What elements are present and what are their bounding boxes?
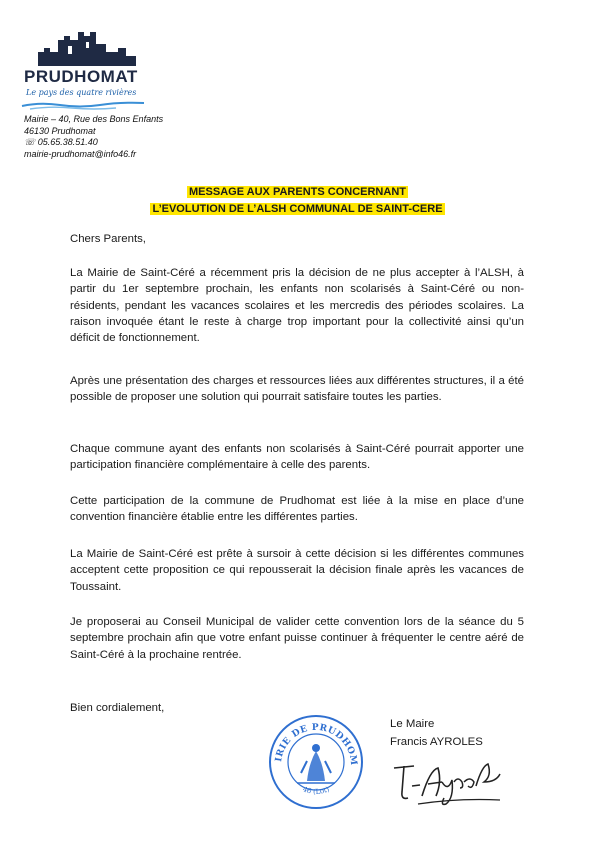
paragraph: Je proposerai au Conseil Municipal de valider cette convention lors de la séance du 5 septembre prochain afin que votre enfant puisse continuer à fréquenter le centre aéré de Saint-Céré à la prochaine rentrée.	[70, 616, 524, 661]
seal-top-text: IRIE DE PRUDHOM	[274, 722, 359, 767]
signer-role: Le Maire	[390, 718, 435, 730]
mairie-seal	[267, 713, 365, 811]
seal-icon	[267, 713, 365, 811]
signer-block	[390, 715, 483, 751]
address-block	[24, 114, 163, 160]
phone-line: ☏ 05.65.38.51.40	[24, 137, 98, 148]
paragraph: Chaque commune ayant des enfants non scolarisés à Saint-Céré pourrait apporter une participation financière complémentaire à celle des parents.	[70, 443, 524, 472]
handwritten-signature	[388, 752, 508, 812]
title-line-2: L’EVOLUTION DE L’ALSH COMMUNAL DE SAINT-CERE	[152, 203, 443, 215]
logo-name: PRUDHOMAT	[24, 67, 138, 86]
signature-icon	[388, 752, 508, 812]
address-line: Mairie – 40, Rue des Bons Enfants	[24, 114, 164, 124]
address-line: 46130 Prudhomat	[24, 125, 96, 136]
seal-bottom-text: 46 (Lot)	[301, 785, 331, 797]
svg-text:46 (Lot)	[302, 785, 331, 796]
paragraph: La Mairie de Saint-Céré est prête à sursoir à cette décision si les différentes communes acceptent cette proposition ce qui repousserait la décision finale après les vacances de Toussaint.	[70, 548, 524, 593]
title-line-1: MESSAGE AUX PARENTS CONCERNANT	[189, 186, 406, 198]
prudhomat-logo	[20, 22, 150, 110]
logo-tagline: Le pays des quatre rivières	[26, 88, 137, 97]
email-line: mairie-prudhomat@info46.fr	[24, 148, 137, 159]
paragraph: La Mairie de Saint-Céré a récemment pris la décision de ne plus accepter à l’ALSH, à partir du 1er septembre prochain, les enfants non scolarisés à Saint-Céré ou non-résidents, pendant les vacances scolaires et les mercredis des périodes scolaires. La raison invoquée étant le reste à charge trop important pour la collectivité ainsi qu’un déficit de fonctionnement.	[70, 267, 524, 345]
salutation: Chers Parents,	[70, 233, 146, 245]
document-title	[0, 184, 595, 218]
paragraph: Cette participation de la commune de Prudhomat est liée à la mise en place d’une convention financière établie entre les différentes parties.	[70, 495, 524, 524]
signer-name: Francis AYROLES	[390, 736, 483, 748]
paragraph: Après une présentation des charges et ressources liées aux différentes structures, il a été possible de proposer une solution qui pourrait satisfaire toutes les parties.	[70, 375, 524, 404]
closing: Bien cordialement,	[70, 702, 165, 714]
